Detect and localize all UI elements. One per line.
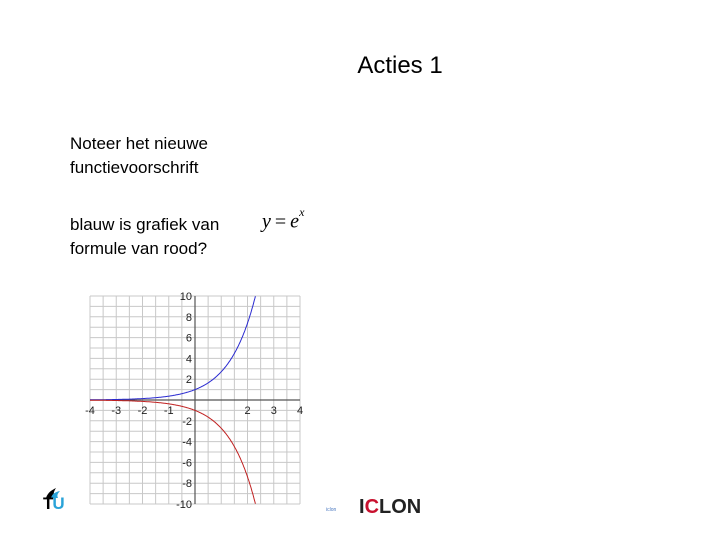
x-tick-label: 2 bbox=[244, 405, 251, 417]
y-tick-label: -10 bbox=[176, 499, 192, 511]
x-tick-label: -3 bbox=[111, 405, 122, 417]
y-tick-label: -8 bbox=[182, 478, 192, 491]
small-note: iclon bbox=[326, 507, 337, 513]
iclon-logo-i: I bbox=[359, 496, 365, 518]
tu-logo-t: T bbox=[43, 494, 53, 513]
y-tick-label: 6 bbox=[185, 332, 192, 345]
x-tick-label: 3 bbox=[270, 405, 277, 417]
y-tick-label: -6 bbox=[182, 457, 192, 470]
x-tick-label: -4 bbox=[85, 405, 95, 417]
formula-equals: = bbox=[274, 210, 287, 233]
tu-logo bbox=[43, 494, 64, 514]
y-tick-label: 2 bbox=[185, 374, 192, 387]
x-tick-label: -1 bbox=[163, 405, 174, 417]
instruction-line-1: Noteer het nieuwe bbox=[70, 134, 208, 153]
tu-logo-u: U bbox=[52, 494, 64, 513]
question-line-2: formule van rood? bbox=[70, 239, 208, 258]
x-tick-label: -2 bbox=[137, 405, 148, 417]
y-tick-label: 8 bbox=[185, 311, 192, 324]
instruction-line-2: functievoorschrift bbox=[70, 158, 199, 177]
iclon-logo-c: C bbox=[364, 496, 380, 518]
x-tick-label: 4 bbox=[296, 405, 304, 417]
iclon-logo-rest: LON bbox=[379, 496, 422, 518]
slide-title: Acties 1 bbox=[357, 52, 443, 79]
iclon-logo bbox=[359, 496, 421, 519]
y-tick-label: -4 bbox=[182, 436, 192, 449]
formula-exponent: x bbox=[299, 205, 305, 219]
formula-base: e bbox=[290, 210, 300, 233]
question-line-1: blauw is grafiek van bbox=[70, 215, 220, 234]
y-tick-label: 4 bbox=[185, 353, 192, 366]
y-tick-label: 10 bbox=[179, 291, 192, 303]
y-tick-label: -2 bbox=[182, 415, 192, 428]
formula-y: y bbox=[262, 210, 271, 233]
